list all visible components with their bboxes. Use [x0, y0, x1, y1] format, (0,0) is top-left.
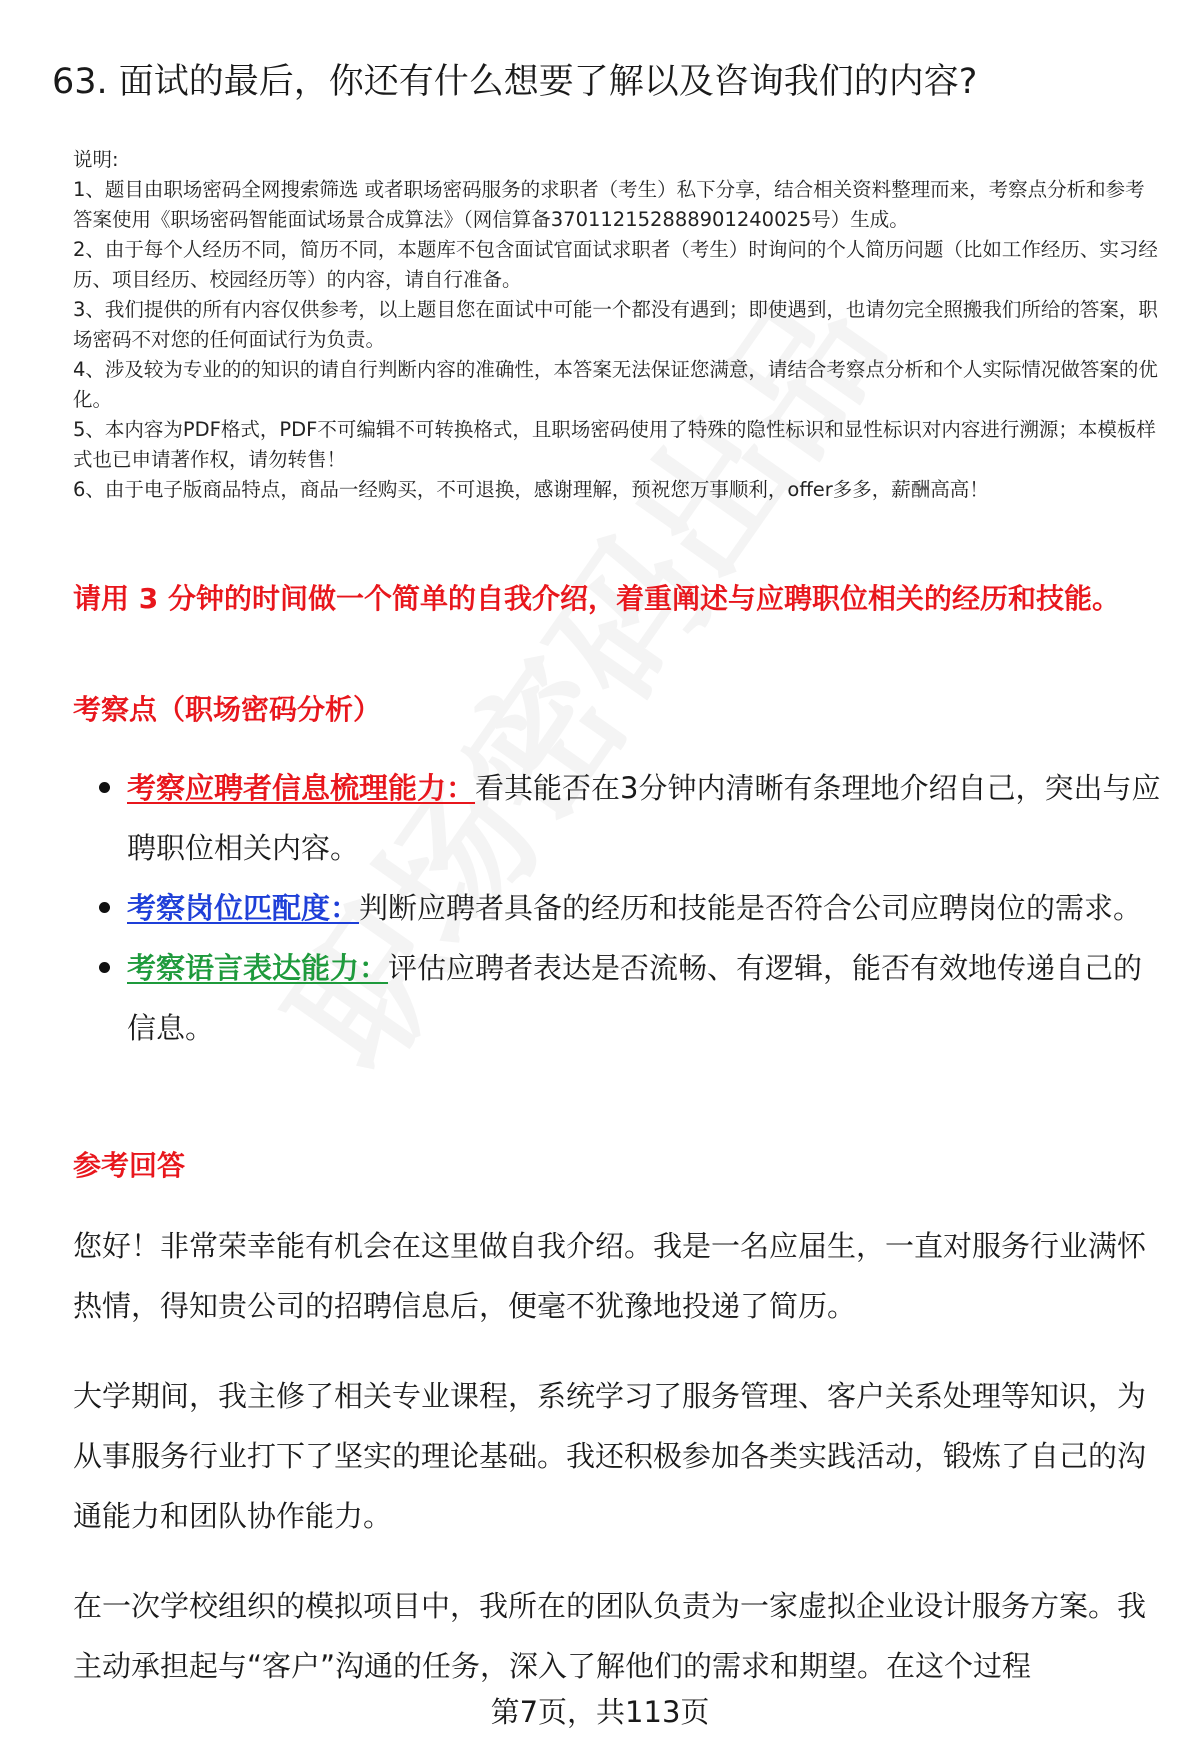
key-points-heading: 考察点（职场密码分析）	[73, 693, 382, 726]
key-point-item	[73, 758, 1163, 878]
reference-answer	[73, 1216, 1163, 1726]
notes-item: 5、本内容为PDF格式，PDF不可编辑不可转换格式，且职场密码使用了特殊的隐性标识和显性标识对内容进行溯源；本模板样式也已申请著作权，请勿转售！	[73, 418, 1156, 471]
bullet-icon	[99, 962, 110, 973]
answer-paragraph: 大学期间，我主修了相关专业课程，系统学习了服务管理、客户关系处理等知识，为从事服务行业打下了坚实的理论基础。我还积极参加各类实践活动，锻炼了自己的沟通能力和团队协作能力。	[73, 1379, 1147, 1533]
page-title: 63. 面试的最后，你还有什么想要了解以及咨询我们的内容?	[52, 62, 978, 102]
answer-paragraph: 在一次学校组织的模拟项目中，我所在的团队负责为一家虚拟企业设计服务方案。我主动承担起与“客户”沟通的任务，深入了解他们的需求和期望。在这个过程	[73, 1589, 1147, 1683]
page-footer: 第7页，共113页	[490, 1695, 710, 1729]
key-point-label: 考察应聘者信息梳理能力：	[127, 771, 476, 805]
notes-item: 3、我们提供的所有内容仅供参考，以上题目您在面试中可能一个都没有遇到；即使遇到，也请勿完全照搬我们所给的答案，职场密码不对您的任何面试行为负责。	[73, 298, 1158, 351]
notes-heading: 说明:	[73, 148, 119, 171]
notes-section	[73, 145, 1161, 505]
key-point-label: 考察语言表达能力：	[127, 951, 389, 985]
question-text: 请用 3 分钟的时间做一个简单的自我介绍，着重阐述与应聘职位相关的经历和技能。	[73, 582, 1120, 615]
key-point-item	[73, 938, 1163, 1058]
key-point-label: 考察岗位匹配度：	[127, 891, 360, 925]
key-point-text: 评估应聘者表达是否流畅、有逻辑，能否有效地传递自己的信息。	[127, 951, 1143, 1045]
answer-paragraph: 您好！非常荣幸能有机会在这里做自我介绍。我是一名应届生，一直对服务行业满怀热情，得知贵公司的招聘信息后，便毫不犹豫地投递了简历。	[73, 1229, 1147, 1323]
key-point-text: 看其能否在3分钟内清晰有条理地介绍自己，突出与应聘职位相关内容。	[127, 771, 1161, 865]
notes-item: 1、题目由职场密码全网搜索筛选 或者职场密码服务的求职者（考生）私下分享，结合相关资料整理而来，考察点分析和参考答案使用《职场密码智能面试场景合成算法》（网信算备370112152888901240025号）生成。	[73, 178, 1145, 231]
notes-item: 4、涉及较为专业的的知识的请自行判断内容的准确性，本答案无法保证您满意，请结合考察点分析和个人实际情况做答案的优化。	[73, 358, 1158, 411]
reference-heading: 参考回答	[73, 1149, 186, 1182]
bullet-icon	[99, 782, 110, 793]
notes-item: 6、由于电子版商品特点，商品一经购买，不可退换，感谢理解，预祝您万事顺利，offer多多，薪酬高高！	[73, 478, 989, 501]
notes-item: 2、由于每个人经历不同，简历不同，本题库不包含面试官面试求职者（考生）时询问的个人简历问题（比如工作经历、实习经历、项目经历、校园经历等）的内容，请自行准备。	[73, 238, 1158, 291]
key-point-text: 判断应聘者具备的经历和技能是否符合公司应聘岗位的需求。	[359, 891, 1143, 925]
key-point-item	[73, 878, 1163, 938]
bullet-icon	[99, 902, 110, 913]
key-points-list	[73, 758, 1163, 1058]
